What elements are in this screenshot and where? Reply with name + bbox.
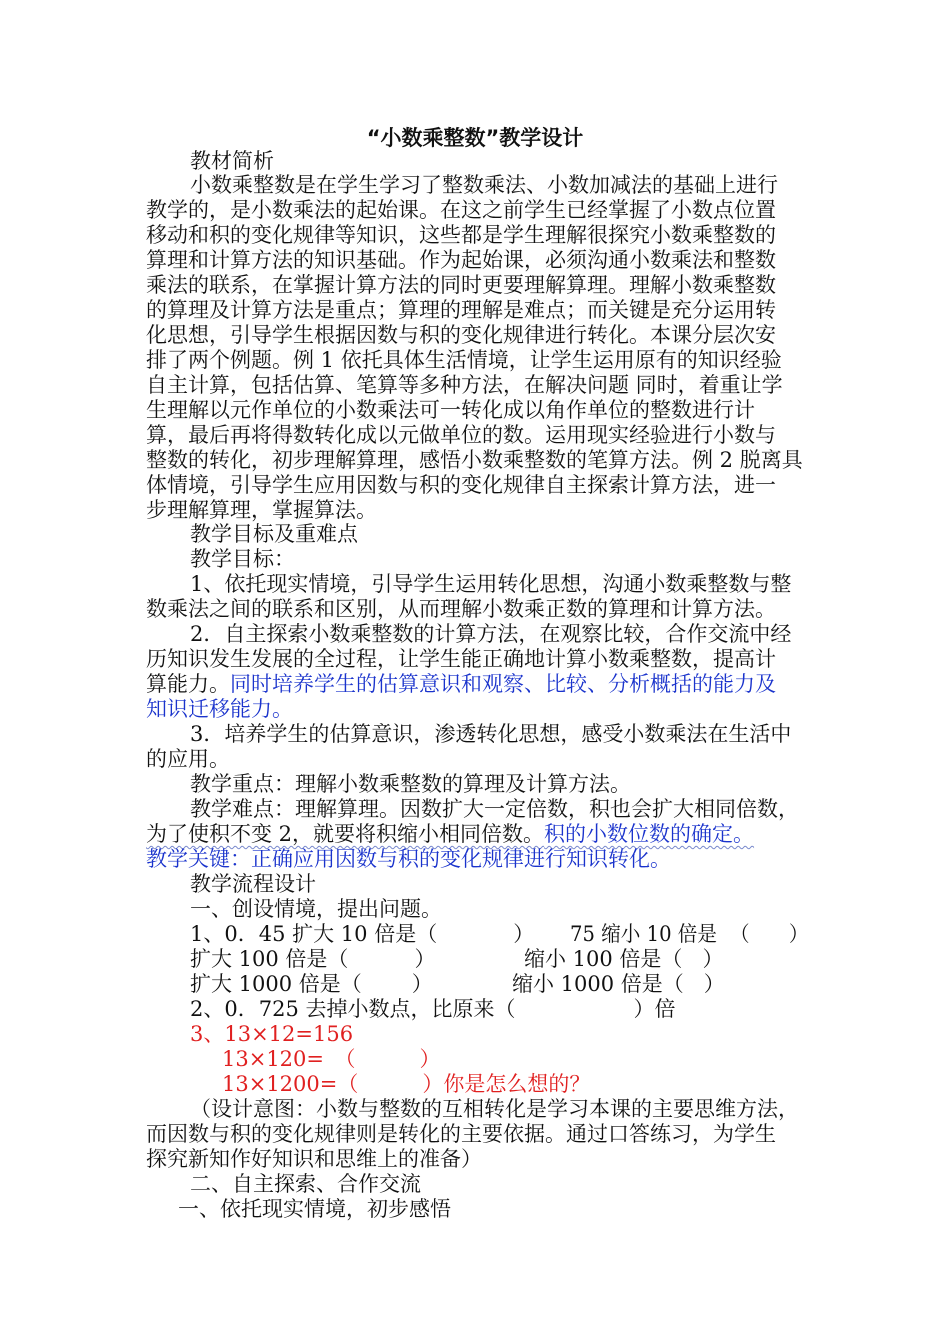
question-3-line-3-text: 13×1200=（: [222, 1072, 359, 1096]
goal1-line: 数乘法之间的联系和区别，从而理解小数乘正数的算理和计算方法。: [146, 597, 776, 621]
analysis-line: 排了两个例题。例 1 依托具体生活情境，让学生运用原有的知识经验: [146, 348, 782, 372]
page-title: “小数乘整数”教学设计: [366, 126, 584, 150]
question-3-line-2-close: ）: [419, 1047, 441, 1071]
question-1d: [524, 947, 723, 972]
goals-label: 教学目标：: [190, 547, 295, 571]
analysis-line: 算理和计算方法的知识基础。作为起始课，必须沟通小数乘法和整数: [146, 248, 776, 272]
question-1b-blank: （ ）: [730, 922, 809, 946]
question-1c: [190, 947, 435, 972]
analysis-line: 小数乘整数是在学生学习了整数乘法、小数加减法的基础上进行: [190, 173, 778, 197]
question-1f-close: ）: [703, 972, 725, 996]
difficulty-line-2: [146, 822, 754, 847]
question-1d-text: 缩小 100 倍是（: [524, 947, 683, 971]
analysis-line: 乘法的联系，在掌握计算方法的同时更要理解算理。理解小数乘整数: [146, 273, 776, 297]
question-2-text: 2、0．725 去掉小数点，比原来（: [190, 997, 516, 1021]
question-1a-text: 1、0．45 扩大 10 倍是（: [190, 922, 438, 946]
step-2-title: 二、自主探索、合作交流: [190, 1172, 421, 1196]
step-2-subtitle: 一、依托现实情境，初步感悟: [178, 1197, 451, 1221]
goal-2-highlight: 同时培养学生的估算意识和观察、比较、分析概括的能力及: [230, 672, 776, 696]
step-1-title: 一、创设情境，提出问题。: [190, 897, 442, 921]
analysis-line: 步理解算理，掌握算法。: [146, 498, 377, 522]
goal-2-line-3-text: 算能力。: [146, 672, 230, 696]
goal2-line: 历知识发生发展的全过程，让学生能正确地计算小数乘整数，提高计: [146, 647, 776, 671]
analysis-line: 移动和积的变化规律等知识，这些都是学生理解很探究小数乘整数的: [146, 223, 776, 247]
analysis-line: 体情境，引导学生应用因数与积的变化规律自主探索计算方法，进一: [146, 473, 776, 497]
goal1-line: 1、依托现实情境，引导学生运用转化思想，沟通小数乘整数与整: [190, 572, 792, 596]
question-1c-close: ）: [414, 947, 436, 971]
section-heading-goals: 教学目标及重难点: [190, 522, 358, 546]
question-1e-close: ）: [411, 972, 433, 996]
goal-2-line-3: [146, 672, 776, 697]
teaching-key: 教学关键：正确应用因数与积的变化规律进行知识转化。: [146, 847, 671, 871]
question-1f-text: 缩小 1000 倍是（: [512, 972, 684, 996]
question-1f: [512, 972, 725, 997]
question-1b: [570, 922, 808, 947]
analysis-line: 自主计算，包括估算、笔算等多种方法，在解决问题 同时，着重让学: [146, 373, 783, 397]
goal3-line: 3．培养学生的估算意识，渗透转化思想，感受小数乘法在生活中: [190, 722, 792, 746]
question-1a-close: ）: [513, 922, 535, 946]
goal3-line: 的应用。: [146, 747, 230, 771]
question-1d-close: ）: [702, 947, 724, 971]
question-3-line-2-text: 13×120= （: [222, 1047, 356, 1071]
section-heading-analysis: 教材简析: [190, 149, 274, 173]
question-3-line-3-close: ）你是怎么想的？: [422, 1072, 591, 1096]
difficulty-line-2-text: 为了使积不变 2，就要将积缩小相同倍数。: [146, 822, 545, 846]
analysis-line: 的算理及计算方法是重点；算理的理解是难点；而关键是充分运用转: [146, 298, 776, 322]
analysis-line: 整数的转化，初步理解算理，感悟小数乘整数的笔算方法。例 2 脱离具: [146, 448, 803, 472]
goal2-line: 2．自主探索小数乘整数的计算方法，在观察比较，合作交流中经: [190, 622, 792, 646]
question-1b-text: 75 缩小 10 倍是: [570, 922, 717, 946]
design-line: （设计意图：小数与整数的互相转化是学习本课的主要思维方法，: [190, 1097, 799, 1121]
key-point: 教学重点：理解小数乘整数的算理及计算方法。: [190, 772, 631, 796]
design-line: 探究新知作好知识和思维上的准备）: [146, 1147, 482, 1171]
question-1e-text: 扩大 1000 倍是（: [190, 972, 362, 996]
question-2-close: ）倍: [633, 997, 676, 1021]
question-3-line-1: 3、13×12=156: [190, 1022, 354, 1046]
analysis-line: 生理解以元作单位的小数乘法可一转化成以角作单位的整数进行计: [146, 398, 755, 422]
difficulty-highlight: 积的小数位数的确定。: [544, 822, 755, 846]
question-3-line-2: [222, 1047, 441, 1072]
question-1a: [190, 922, 534, 947]
goal-2-line-4: 知识迁移能力。: [146, 697, 293, 721]
question-3-line-3: [222, 1072, 590, 1097]
difficulty-line-1: 教学难点：理解算理。因数扩大一定倍数，积也会扩大相同倍数，: [190, 797, 799, 821]
question-1c-text: 扩大 100 倍是（: [190, 947, 349, 971]
analysis-line: 化思想，引导学生根据因数与积的变化规律进行转化。本课分层次安: [146, 323, 776, 347]
analysis-line: 算，最后再将得数转化成以元做单位的数。运用现实经验进行小数与: [146, 423, 776, 447]
analysis-line: 教学的，是小数乘法的起始课。在这之前学生已经掌握了小数点位置: [146, 198, 776, 222]
question-1e: [190, 972, 433, 997]
design-line: 而因数与积的变化规律则是转化的主要依据。通过口答练习，为学生: [146, 1122, 776, 1146]
question-2: [190, 997, 675, 1022]
section-heading-flow: 教学流程设计: [190, 872, 316, 896]
